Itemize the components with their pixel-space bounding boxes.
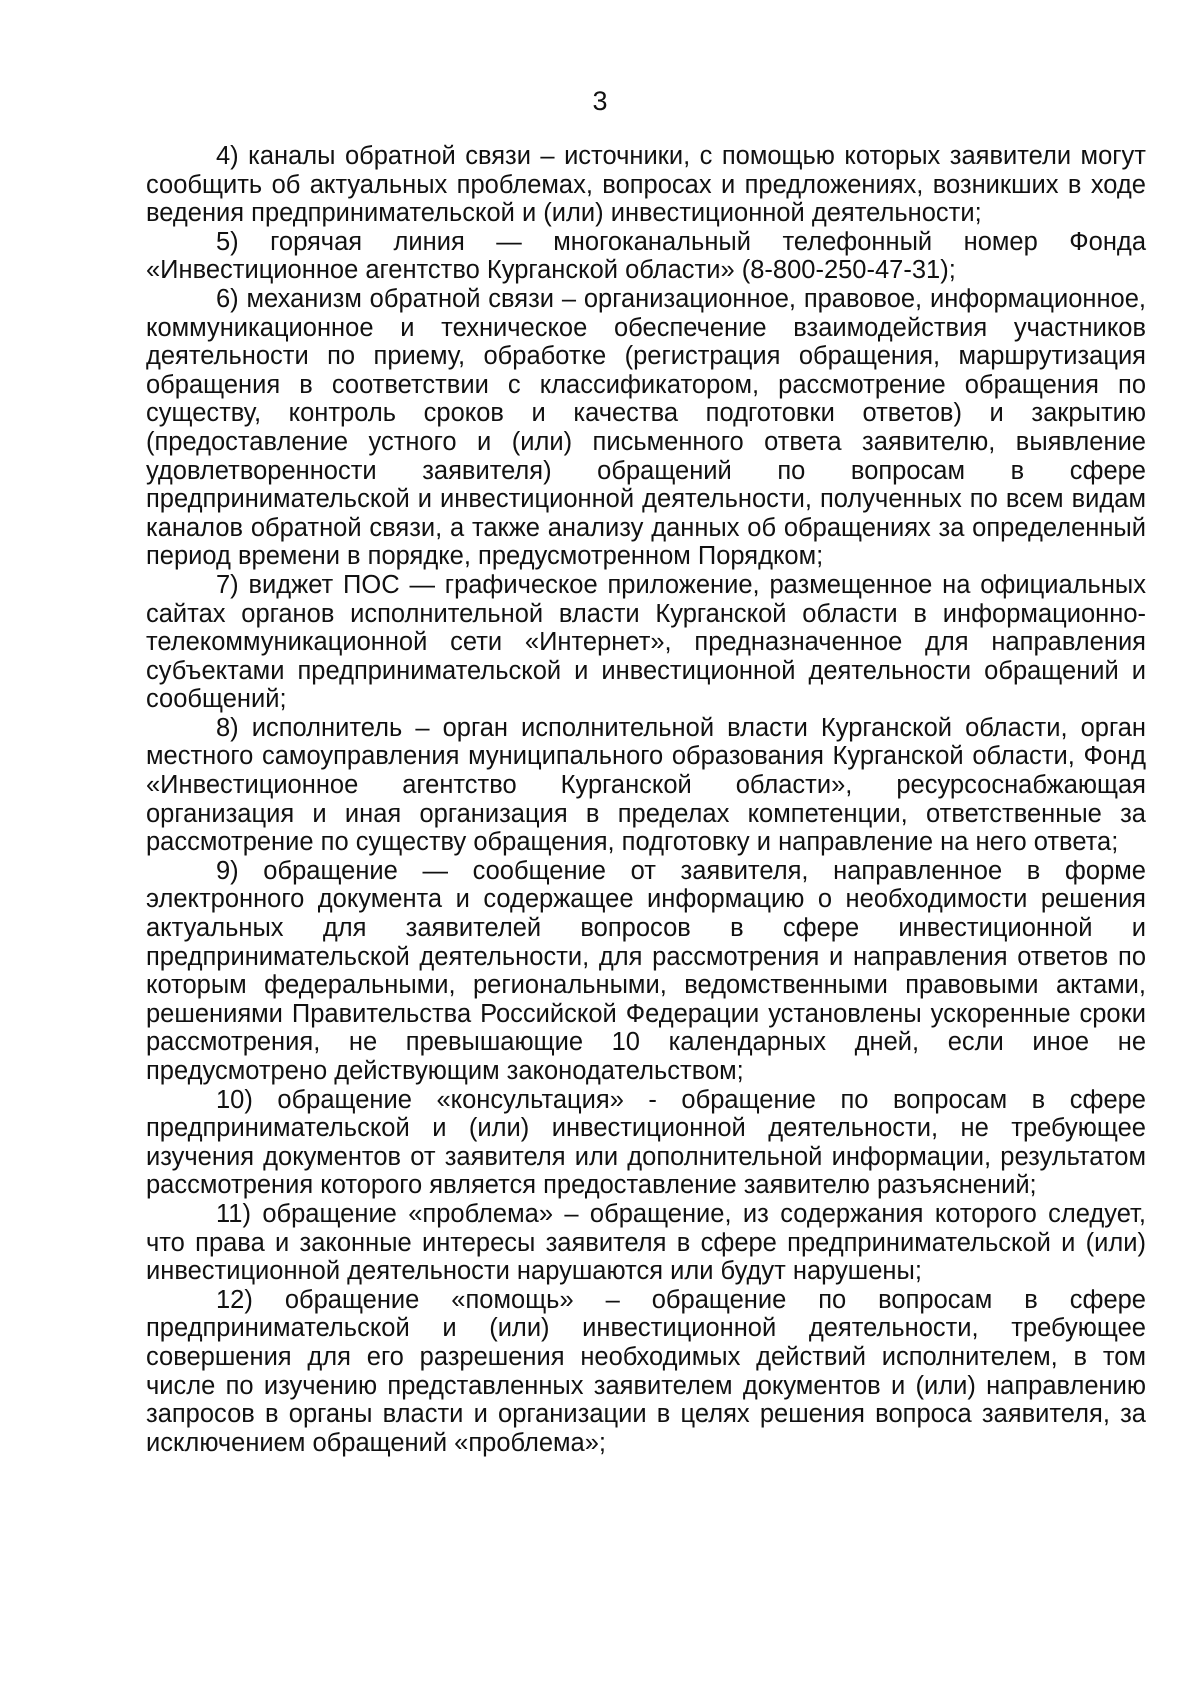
- definition-paragraph-12: 12) обращение «помощь» – обращение по вопросам в сфере предпринимательской и (или) инвестиционной деятельности, требующее совершения для его разрешения необходимых действий исполнителем, в том числе по изучению представленных заявителем документов и (или) направлению запросов в органы власти и организации в целях решения вопроса заявителя, за исключением обращений «проблема»;: [146, 1285, 1146, 1457]
- definition-paragraph-7: 7) виджет ПОС — графическое приложение, размещенное на официальных сайтах органов исполнительной власти Курганской области в информационно-телекоммуникационной сети «Интернет», предназначенное для направления субъектами предпринимательской и инвестиционной деятельности обращений и сообщений;: [146, 570, 1146, 714]
- definition-paragraph-5: 5) горячая линия — многоканальный телефонный номер Фонда «Инвестиционное агентство Курганской области» (8-800-250-47-31);: [146, 227, 1146, 285]
- document-body: [146, 142, 1146, 1457]
- definition-paragraph-11: 11) обращение «проблема» – обращение, из содержания которого следует, что права и законные интересы заявителя в сфере предпринимательской и (или) инвестиционной деятельности нарушаются или будут нарушены;: [146, 1199, 1146, 1286]
- definition-paragraph-9: 9) обращение — сообщение от заявителя, направленное в форме электронного документа и содержащее информацию о необходимости решения актуальных для заявителей вопросов в сфере инвестиционной и предпринимательской деятельности, для рассмотрения и направления ответов по которым федеральными, региональными, ведомственными правовыми актами, решениями Правительства Российской Федерации установлены ускоренные сроки рассмотрения, не превышающие 10 календарных дней, если иное не предусмотрено действующим законодательством;: [146, 856, 1146, 1085]
- definition-paragraph-6: 6) механизм обратной связи – организационное, правовое, информационное, коммуникационное и техническое обеспечение взаимодействия участников деятельности по приему, обработке (регистрация обращения, маршрутизация обращения в соответствии с классификатором, рассмотрение обращения по существу, контроль сроков и качества подготовки ответов) и закрытию (предоставление устного и (или) письменного ответа заявителю, выявление удовлетворенности заявителя) обращений по вопросам в сфере предпринимательской и инвестиционной деятельности, полученных по всем видам каналов обратной связи, а также анализу данных об обращениях за определенный период времени в порядке, предусмотренном Порядком;: [146, 284, 1146, 571]
- definition-paragraph-10: 10) обращение «консультация» - обращение по вопросам в сфере предпринимательской и (или) инвестиционной деятельности, не требующее изучения документов от заявителя или дополнительной информации, результатом рассмотрения которого является предоставление заявителю разъяснений;: [146, 1085, 1146, 1200]
- definition-paragraph-8: 8) исполнитель – орган исполнительной власти Курганской области, орган местного самоуправления муниципального образования Курганской области, Фонд «Инвестиционное агентство Курганской области», ресурсоснабжающая организация и иная организация в пределах компетенции, ответственные за рассмотрение по существу обращения, подготовку и направление на него ответа;: [146, 713, 1146, 857]
- page-number: 3: [592, 86, 608, 116]
- definition-paragraph-4: 4) каналы обратной связи – источники, с помощью которых заявители могут сообщить об актуальных проблемах, вопросах и предложениях, возникших в ходе ведения предпринимательской и (или) инвестиционной деятельности;: [146, 142, 1146, 228]
